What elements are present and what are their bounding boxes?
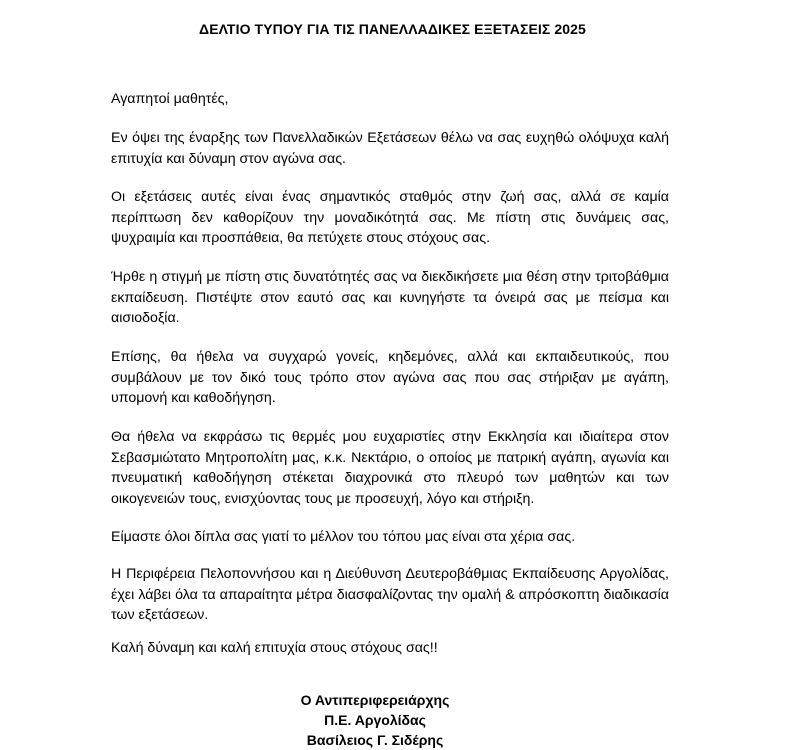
paragraph-congratulations: Επίσης, θα ήθελα να συγχαρώ γονείς, κηδεμόνες, αλλά και εκπαιδευτικούς, που συμβάλουν με τον δικό τους τρόπο στον αγώνα σας που σας στήριξαν με αγάπη, υπομονή και καθοδήγηση. bbox=[111, 349, 669, 406]
paragraph-higher-education: Ήρθε η στιγμή με πίστη στις δυνατότητές σας να διεκδικήσετε μια θέση στην τριτοβάθμια εκπαίδευση. Πιστέψτε στον εαυτό σας και κυνηγήστε τα όνειρά σας με πείσμα και αισιοδοξία. bbox=[111, 269, 669, 326]
signature-unit: Π.Ε. Αργολίδας bbox=[324, 712, 426, 728]
signature-name: Βασίλειος Γ. Σιδέρης bbox=[306, 732, 444, 748]
paragraph-wishes: Εν όψει της έναρξης των Πανελλαδικών Εξετάσεων θέλω να σας ευχηθώ ολόψυχα καλή επιτυχία και δύναμη στον αγώνα σας. bbox=[111, 130, 669, 167]
document-title: ΔΕΛΤΙΟ ΤΥΠΟΥ ΓΙΑ ΤΙΣ ΠΑΝΕΛΛΑΔΙΚΕΣ ΕΞΕΤΑΣΕΙΣ 2025 bbox=[199, 21, 586, 37]
paragraph-church-thanks: Θα ήθελα να εκφράσω τις θερμές μου ευχαριστίες στην Εκκλησία και ιδιαίτερα στον Σεβασμιώτατο Μητροπολίτη μας, κ.κ. Νεκτάριο, ο οποίος με πατρική αγάπη, αγωνία και πνευματική καθοδήγηση στέκεται διαχρονικά στο πλευρό των μαθητών και των οικογενειών τους, ενισχύοντας τους με προσευχή, λόγο και στήριξη. bbox=[111, 429, 669, 507]
paragraph-support: Είμαστε όλοι δίπλα σας γιατί το μέλλον του τόπου μας είναι στα χέρια σας. bbox=[111, 529, 576, 545]
paragraph-measures: Η Περιφέρεια Πελοποννήσου και η Διεύθυνση Δευτεροβάθμιας Εκπαίδευσης Αργολίδας, έχει λάβει όλα τα απαραίτητα μέτρα διασφαλίζοντας την ομαλή & απρόσκοπτη διαδικασία των εξετάσεων. bbox=[111, 566, 669, 623]
signature-role: Ο Αντιπεριφερειάρχης bbox=[300, 692, 450, 708]
greeting: Αγαπητοί μαθητές, bbox=[111, 91, 229, 107]
paragraph-exams-milestone: Οι εξετάσεις αυτές είναι ένας σημαντικός σταθμός στην ζωή σας, αλλά σε καμία περίπτωση δεν καθορίζουν την μοναδικότητά σας. Με πίστη στις δυνάμεις σας, ψυχραιμία και προσπάθεια, θα πετύχετε στους στόχους σας. bbox=[111, 189, 669, 246]
paragraph-closing-wish: Καλή δύναμη και καλή επιτυχία στους στόχους σας!! bbox=[111, 640, 438, 656]
